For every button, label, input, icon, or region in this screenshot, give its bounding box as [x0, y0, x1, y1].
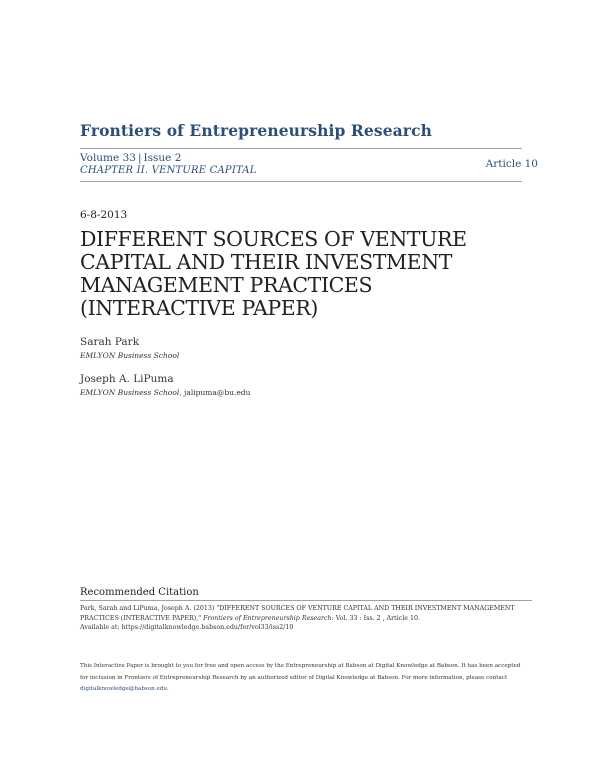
contact-email-link[interactable]: digitalknowledge@babson.edu	[80, 686, 168, 692]
top-divider	[80, 148, 522, 149]
title-line: MANAGEMENT PRACTICES	[80, 273, 373, 297]
volume-issue-line	[80, 152, 181, 164]
publication-date: 6-8-2013	[80, 209, 128, 221]
footer-end: .	[167, 686, 169, 692]
footer-text: This Interactive Paper is brought to you for free and open access by the Entrepreneurship at Babson at Digital Knowledge at Babson. It has been accepted for inclusion in Frontiers of Entrepreneurship Research by an authorized editor of Digital Knowledge at Babson. For more information, please contact	[80, 663, 521, 681]
journal-title[interactable]: Frontiers of Entrepreneurship Research	[80, 121, 432, 140]
author-affiliation	[80, 388, 250, 397]
citation-url[interactable]: Available at: https://digitalknowledge.babson.edu/fer/vol33/iss2/10	[80, 624, 294, 632]
article-number: Article 10	[485, 158, 538, 170]
title-line: (INTERACTIVE PAPER)	[80, 296, 318, 320]
header-divider	[80, 181, 522, 182]
author-name[interactable]: Sarah Park	[80, 336, 140, 348]
author-email[interactable]: , jalipuma@bu.edu	[179, 388, 251, 397]
recommended-citation-heading: Recommended Citation	[80, 587, 199, 598]
citation-authors-title: Park, Sarah and LiPuma, Joseph A. (2013) "DIFFERENT SOURCES OF VENTURE CAPITAL AND THEIR INVESTMENT MANAGEMENT PRACTICES (INTERACTIVE PAPER),"	[80, 605, 515, 622]
author-affiliation: EMLYON Business School	[80, 351, 180, 360]
author-name[interactable]: Joseph A. LiPuma	[80, 373, 174, 385]
section-link[interactable]: CHAPTER II. VENTURE CAPITAL	[80, 165, 257, 176]
title-line: CAPITAL AND THEIR INVESTMENT	[80, 250, 453, 274]
title-line: DIFFERENT SOURCES OF VENTURE	[80, 227, 467, 251]
paper-title	[80, 228, 500, 320]
separator: |	[137, 152, 142, 164]
issue-link[interactable]: Issue 2	[143, 152, 182, 164]
citation-volume: : Vol. 33 : Iss. 2 , Article 10.	[331, 614, 420, 622]
citation-divider	[80, 600, 532, 601]
volume-link[interactable]: Volume 33	[80, 152, 136, 164]
affiliation-name: EMLYON Business School	[80, 388, 180, 397]
footer-notice	[80, 661, 530, 696]
citation-text	[80, 604, 530, 633]
citation-journal: Frontiers of Entrepreneurship Research	[203, 614, 332, 622]
